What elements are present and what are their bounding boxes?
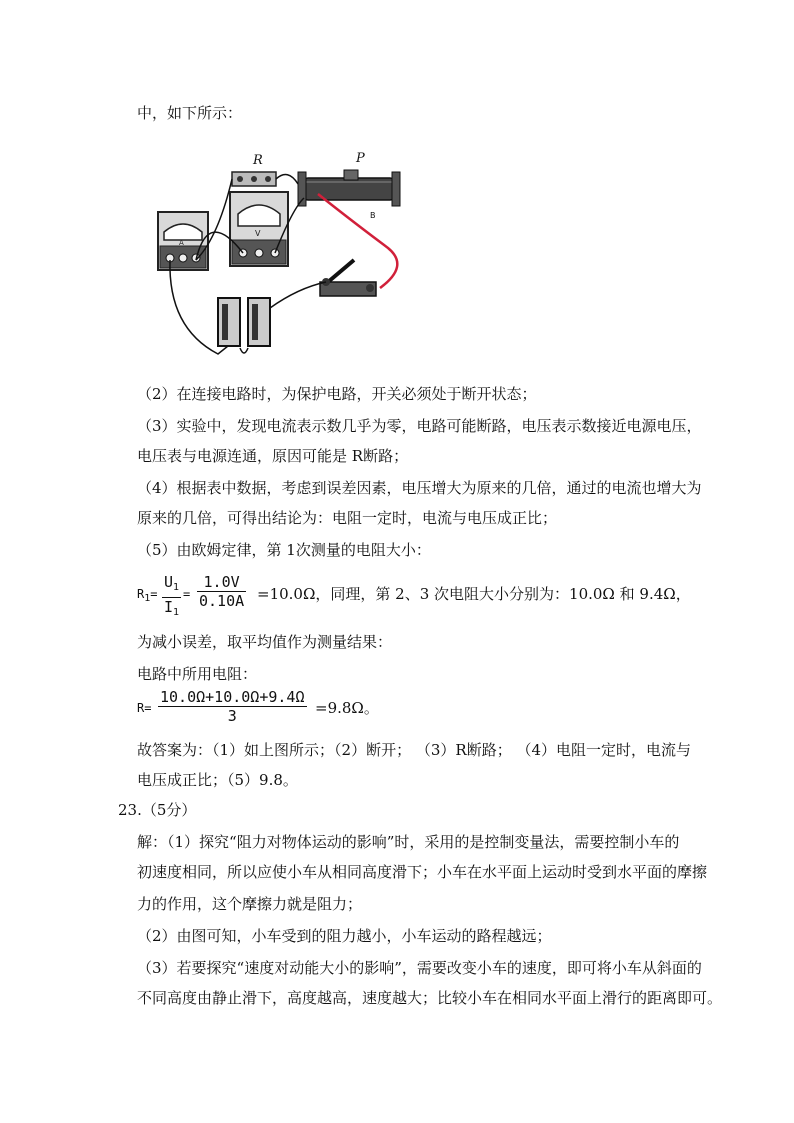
solution-1c: 力的作用，这个摩擦力就是阻力； [137,895,363,913]
formula1-fraction-values: 1.0V 0.10A [199,573,245,610]
solution-3a: （3）若要探究“速度对动能大小的影响”，需要改变小车的速度，即可将小车从斜面的 [137,959,702,977]
paragraph-7: 电路中所用电阻： [137,665,258,683]
formula2-fraction: 10.0Ω+10.0Ω+9.4Ω 3 [160,688,305,725]
paragraph-4b: 原来的几倍，可得出结论为：电阻一定时，电流与电压成正比； [137,509,558,527]
rheostat-icon [298,151,400,220]
battery-icon [218,298,270,346]
question-23-heading: 23.（5分） [118,801,197,819]
resistor-icon [232,153,276,186]
solution-1a: 解：（1）探究“阻力对物体运动的影响”时，采用的是控制变量法，需要控制小车的 [137,833,680,851]
paragraph-2: （2）在连接电路时，为保护电路，开关必须处于断开状态； [137,385,537,403]
resistor-label: R [253,153,263,168]
formula1-fraction-u-over-i: $U_1$ $I_1$ [164,573,180,618]
formula2-lhs: R= [137,701,152,715]
ammeter-icon [158,212,208,270]
answer-line-a: 故答案为：（1）如上图所示；（2）断开； （3）R断路； （4）电阻一定时，电流与 [137,741,692,759]
ammeter-label: A [179,239,184,247]
formula1-result-text: =10.0Ω，同理，第 2、3 次电阻大小分别为：10.0Ω 和 9.4Ω， [257,585,691,603]
answer-line-b: 电压成正比；（5）9.8。 [137,771,298,789]
solution-3b: 不同高度由静止滑下，高度越高，速度越大；比较小车在相同水平面上滑行的距离即可。 [137,989,723,1007]
circuit-diagram-image [148,148,410,362]
paragraph-3a: （3）实验中，发现电流表示数几乎为零，电路可能断路，电压表示数接近电源电压， [137,417,702,435]
intro-text: 中，如下所示： [137,104,243,122]
formula2-result-text: =9.8Ω。 [315,699,379,717]
red-wire-line [318,194,397,288]
voltmeter-icon [230,192,288,266]
voltmeter-label: V [255,229,261,238]
paragraph-6: 为减小误差，取平均值作为测量结果： [137,633,393,651]
rheostat-terminal-label: B [370,211,376,220]
rheostat-label: P [356,151,365,166]
formula1-equals: = [183,587,191,601]
paragraph-5: （5）由欧姆定律，第 1次测量的电阻大小： [137,541,431,559]
solution-2: （2）由图可知，小车受到的阻力越小，小车运动的路程越远； [137,927,552,945]
paragraph-4a: （4）根据表中数据，考虑到误差因素，电压增大为原来的几倍，通过的电流也增大为 [137,479,702,497]
solution-1b: 初速度相同，所以应使小车从相同高度滑下；小车在水平面上运动时受到水平面的摩擦 [137,863,708,881]
formula1-lhs: $R_1=$ [137,587,158,604]
switch-icon [320,260,376,296]
paragraph-3b: 电压表与电源连通，原因可能是 R断路； [137,447,409,465]
